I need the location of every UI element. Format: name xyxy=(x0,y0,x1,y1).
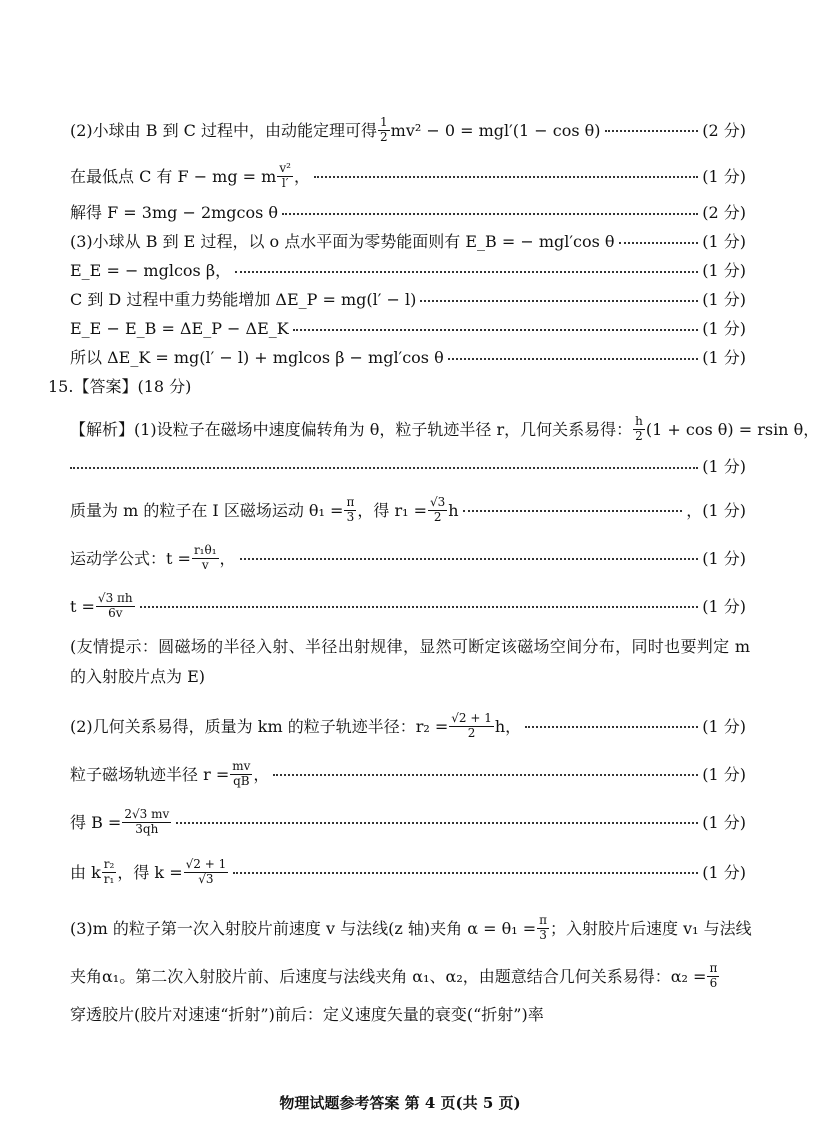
line-3-angle: (3)m 的粒子第一次入射胶片前速度 v 与法线(z 轴)夹角 α = θ₁ = $\frac{\pi}{3}$ ；入射胶片后速度 v₁ 与法线 xyxy=(70,913,752,942)
score: (1 分) xyxy=(702,166,746,186)
fraction: $\frac{\pi}{3}$ xyxy=(539,913,548,942)
question-15-heading: 15.【答案】(18 分) xyxy=(48,377,192,396)
line-3-potential: (3)小球从 B 到 E 过程，以 o 点水平面为零势能面则有 E_B = − mgl′cos θ (1 分) xyxy=(70,232,746,251)
leader-dots xyxy=(463,508,683,512)
score: (1 分) xyxy=(702,764,746,784)
score: (1 分) xyxy=(702,457,746,476)
fraction: $\frac{√2 + 1}{√3}$ xyxy=(185,857,227,886)
fraction: $\frac{√2 + 1}{2}$ xyxy=(451,711,492,740)
line-C-to-D: C 到 D 过程中重力势能增加 ΔE_P = mg(l′ − l) (1 分) xyxy=(70,290,746,309)
page-footer: 物理试题参考答案 第 4 页(共 5 页) xyxy=(279,1094,521,1112)
score: ，(1 分) xyxy=(686,500,746,520)
fraction: $\frac{\pi}{6}$ xyxy=(709,961,718,990)
line-lowest-point: 在最低点 C 有 F − mg = m $\frac{\text{v²}}{l'}$ ， (1 分) xyxy=(70,161,746,190)
friendly-tip: (友情提示：圆磁场的半径入射、半径出射规律，显然可断定该磁场空间分布，同时也要判定 m 的入射胶片点为 E) xyxy=(70,637,750,686)
leader-dots xyxy=(605,128,699,132)
line-r1: 质量为 m 的粒子在 Ⅰ 区磁场运动 θ₁ = $\frac{\pi}{3}$ ，得 r₁ = $\frac{√3}{2}$ h ，(1 分) xyxy=(70,495,746,524)
fraction: $\frac{2√3 mv}{3qh}$ xyxy=(124,807,170,836)
fraction: $\frac{\text{v²}}{l'}$ xyxy=(279,161,291,190)
leader-dots xyxy=(525,724,698,728)
line-analysis-1-score xyxy=(70,458,746,476)
score: (1 分) xyxy=(702,716,746,736)
line-k-result: 由 k $\frac{\text{r₂}}{\text{r₁}}$ ，得 k = $\frac{√2 + 1}{√3}$ (1 分) xyxy=(70,857,746,886)
line-refraction: 穿透胶片(胶片对速速“折射”)前后：定义速度矢量的衰变(“折射”)率 xyxy=(70,1005,544,1024)
line-kinematics: 运动学公式：t = $\frac{\text{r₁θ₁}}{v}$ ， (1 分) xyxy=(70,543,746,572)
leader-dots xyxy=(420,298,698,302)
line-r2: (2)几何关系易得，质量为 km 的粒子轨迹半径：r₂ = $\frac{√2 + 1}{2}$ h， (1 分) xyxy=(70,711,746,740)
fraction: $\frac{\text{r₂}}{\text{r₁}}$ xyxy=(103,857,115,886)
fraction: $\frac{1}{2}$ xyxy=(380,115,388,144)
line-2-kinetic-energy: (2)小球由 B 到 C 过程中，由动能定理可得 $\frac{1}{2}$ mv² − 0 = mgl′(1 − cos θ) (2 分) xyxy=(70,115,746,144)
line-time-result: t = $\frac{√3 \pi h}{6v}$ (1 分) xyxy=(70,591,746,620)
score: (1 分) xyxy=(702,261,746,280)
score: (2 分) xyxy=(702,203,746,222)
leader-dots xyxy=(619,240,699,244)
score: (1 分) xyxy=(702,596,746,616)
fraction: $\frac{mv}{qB}$ xyxy=(232,759,251,788)
score: (1 分) xyxy=(702,232,746,251)
line-energy-difference: E_E − E_B = ΔE_P − ΔE_K (1 分) xyxy=(70,319,746,338)
leader-dots xyxy=(235,269,698,273)
leader-dots xyxy=(140,604,699,608)
score: (2 分) xyxy=(702,120,746,140)
leader-dots xyxy=(240,556,699,560)
fraction: $\frac{√3}{2}$ xyxy=(430,495,446,524)
leader-dots xyxy=(273,772,698,776)
fraction: $\frac{\text{r₁θ₁}}{v}$ xyxy=(193,543,217,572)
line-E-E: E_E = − mglcos β， (1 分) xyxy=(70,261,746,280)
leader-dots xyxy=(70,465,698,469)
line-B-result: 得 B = $\frac{2√3 mv}{3qh}$ (1 分) xyxy=(70,807,746,836)
fraction: $\frac{h}{2}$ xyxy=(635,414,643,443)
line-solve-F: 解得 F = 3mg − 2mgcos θ (2 分) xyxy=(70,203,746,222)
leader-dots xyxy=(314,174,698,178)
score: (1 分) xyxy=(702,812,746,832)
score: (1 分) xyxy=(702,862,746,882)
leader-dots xyxy=(233,870,698,874)
leader-dots xyxy=(293,327,699,331)
leader-dots xyxy=(282,211,698,215)
fraction: $\frac{√3 \pi h}{6v}$ xyxy=(97,591,133,620)
fraction: $\frac{\pi}{3}$ xyxy=(346,495,355,524)
score: (1 分) xyxy=(702,319,746,338)
line-alpha2: 夹角α₁。第二次入射胶片前、后速度与法线夹角 α₁、α₂，由题意结合几何关系易得：α₂ = $\frac{\pi}{6}$ xyxy=(70,961,718,990)
line-delta-EK: 所以 ΔE_K = mg(l′ − l) + mglcos β − mgl′cos θ (1 分) xyxy=(70,348,746,367)
line-analysis-1: 【解析】(1)设粒子在磁场中速度偏转角为 θ，粒子轨迹半径 r，几何关系易得： $\frac{h}{2}$ (1 + cos θ) = rsin θ， xyxy=(70,414,819,443)
line-radius-formula: 粒子磁场轨迹半径 r = $\frac{mv}{qB}$ ， (1 分) xyxy=(70,759,746,788)
leader-dots xyxy=(176,820,698,824)
leader-dots xyxy=(448,356,699,360)
score: (1 分) xyxy=(702,290,746,309)
score: (1 分) xyxy=(702,348,746,367)
score: (1 分) xyxy=(702,548,746,568)
